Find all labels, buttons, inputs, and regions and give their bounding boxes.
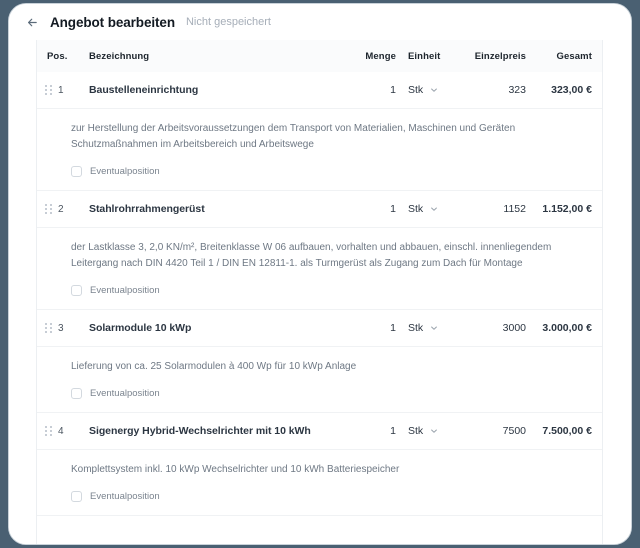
chevron-down-icon xyxy=(430,427,438,435)
column-header-einheit: Einheit xyxy=(396,40,454,72)
column-header-gesamt: Gesamt xyxy=(526,40,602,72)
position-number: 1 xyxy=(58,85,64,96)
title-bar xyxy=(9,4,631,40)
table-body xyxy=(37,72,602,516)
eventualposition-toggle[interactable] xyxy=(71,153,568,190)
drag-handle-icon[interactable] xyxy=(45,204,52,215)
right-rail xyxy=(602,40,631,544)
position-cell[interactable] xyxy=(37,413,89,450)
total-value: 1.152,00 € xyxy=(542,203,592,215)
total-value: 3.000,00 € xyxy=(542,322,592,334)
unit-select[interactable] xyxy=(396,413,454,450)
left-rail xyxy=(9,40,37,544)
unit-price-value[interactable]: 3000 xyxy=(502,322,526,334)
chevron-down-icon xyxy=(430,86,438,94)
position-number: 2 xyxy=(58,204,64,215)
item-name[interactable]: Stahlrohrrahmengerüst xyxy=(89,203,205,215)
position-cell[interactable] xyxy=(37,310,89,347)
app-window xyxy=(8,3,632,545)
eventualposition-toggle[interactable] xyxy=(71,478,568,515)
unit-value: Stk xyxy=(408,425,424,437)
table-row[interactable] xyxy=(37,72,602,109)
unit-price-value[interactable]: 323 xyxy=(508,84,526,96)
arrow-left-icon xyxy=(26,16,39,29)
column-header-menge: Menge xyxy=(342,40,396,72)
eventualposition-label: Eventualposition xyxy=(90,166,160,177)
position-number: 4 xyxy=(58,426,64,437)
content-area xyxy=(9,40,631,544)
table-row[interactable] xyxy=(37,310,602,347)
table-row[interactable] xyxy=(37,191,602,228)
chevron-down-icon xyxy=(430,324,438,332)
position-cell[interactable] xyxy=(37,191,89,228)
quantity-value[interactable]: 1 xyxy=(390,84,396,96)
eventualposition-checkbox[interactable] xyxy=(71,166,82,177)
eventualposition-checkbox[interactable] xyxy=(71,491,82,502)
table-row-details xyxy=(37,228,602,310)
unit-price-value[interactable]: 7500 xyxy=(502,425,526,437)
table-row-details xyxy=(37,109,602,191)
quantity-value[interactable]: 1 xyxy=(390,203,396,215)
page-title: Angebot bearbeiten xyxy=(50,14,175,30)
items-card xyxy=(37,40,602,544)
drag-handle-icon[interactable] xyxy=(45,85,52,96)
column-header-pos: Pos. xyxy=(37,40,89,72)
eventualposition-toggle[interactable] xyxy=(71,272,568,309)
unit-select[interactable] xyxy=(396,310,454,347)
quantity-value[interactable]: 1 xyxy=(390,425,396,437)
unit-select[interactable] xyxy=(396,191,454,228)
item-name[interactable]: Solarmodule 10 kWp xyxy=(89,322,192,334)
unit-select[interactable] xyxy=(396,72,454,109)
item-description[interactable]: zur Herstellung der Arbeitsvoraussetzungen dem Transport von Materialien, Maschinen und Geräten Schutzmaßnahmen im Arbeitsbereich und Arbeitswege xyxy=(71,123,516,150)
eventualposition-label: Eventualposition xyxy=(90,491,160,502)
eventualposition-toggle[interactable] xyxy=(71,375,568,412)
position-number: 3 xyxy=(58,323,64,334)
table-row[interactable] xyxy=(37,413,602,450)
table-header xyxy=(37,40,602,72)
table-row-details xyxy=(37,450,602,516)
save-status: Nicht gespeichert xyxy=(185,16,271,28)
item-name[interactable]: Baustelleneinrichtung xyxy=(89,84,199,96)
eventualposition-checkbox[interactable] xyxy=(71,388,82,399)
unit-value: Stk xyxy=(408,84,424,96)
column-header-bezeichnung: Bezeichnung xyxy=(89,40,342,72)
eventualposition-checkbox[interactable] xyxy=(71,285,82,296)
drag-handle-icon[interactable] xyxy=(45,323,52,334)
unit-price-value[interactable]: 1152 xyxy=(503,203,526,215)
drag-handle-icon[interactable] xyxy=(45,426,52,437)
item-name[interactable]: Sigenergy Hybrid-Wechselrichter mit 10 kWh xyxy=(89,425,311,437)
row-separator xyxy=(37,516,602,517)
item-description[interactable]: der Lastklasse 3, 2,0 KN/m², Breitenklasse W 06 aufbauen, vorhalten und abbauen, einschl. innenliegendem Leitergang nach DIN 4420 Teil 1 / DIN EN 12811-1. als Turmgerüst als Zugang zum Dach für Montage xyxy=(71,242,552,269)
quantity-value[interactable]: 1 xyxy=(390,322,396,334)
line-items-table xyxy=(37,40,602,516)
unit-value: Stk xyxy=(408,322,424,334)
position-cell[interactable] xyxy=(37,72,89,109)
item-description[interactable]: Lieferung von ca. 25 Solarmodulen à 400 Wp für 10 kWp Anlage xyxy=(71,361,357,372)
unit-value: Stk xyxy=(408,203,424,215)
item-description[interactable]: Komplettsystem inkl. 10 kWp Wechselrichter und 10 kWh Batteriespeicher xyxy=(71,464,400,475)
chevron-down-icon xyxy=(430,205,438,213)
total-value: 7.500,00 € xyxy=(542,425,592,437)
back-button[interactable] xyxy=(19,9,45,35)
eventualposition-label: Eventualposition xyxy=(90,285,160,296)
total-value: 323,00 € xyxy=(551,84,592,96)
table-row-details xyxy=(37,347,602,413)
eventualposition-label: Eventualposition xyxy=(90,388,160,399)
column-header-einzelpreis: Einzelpreis xyxy=(454,40,526,72)
